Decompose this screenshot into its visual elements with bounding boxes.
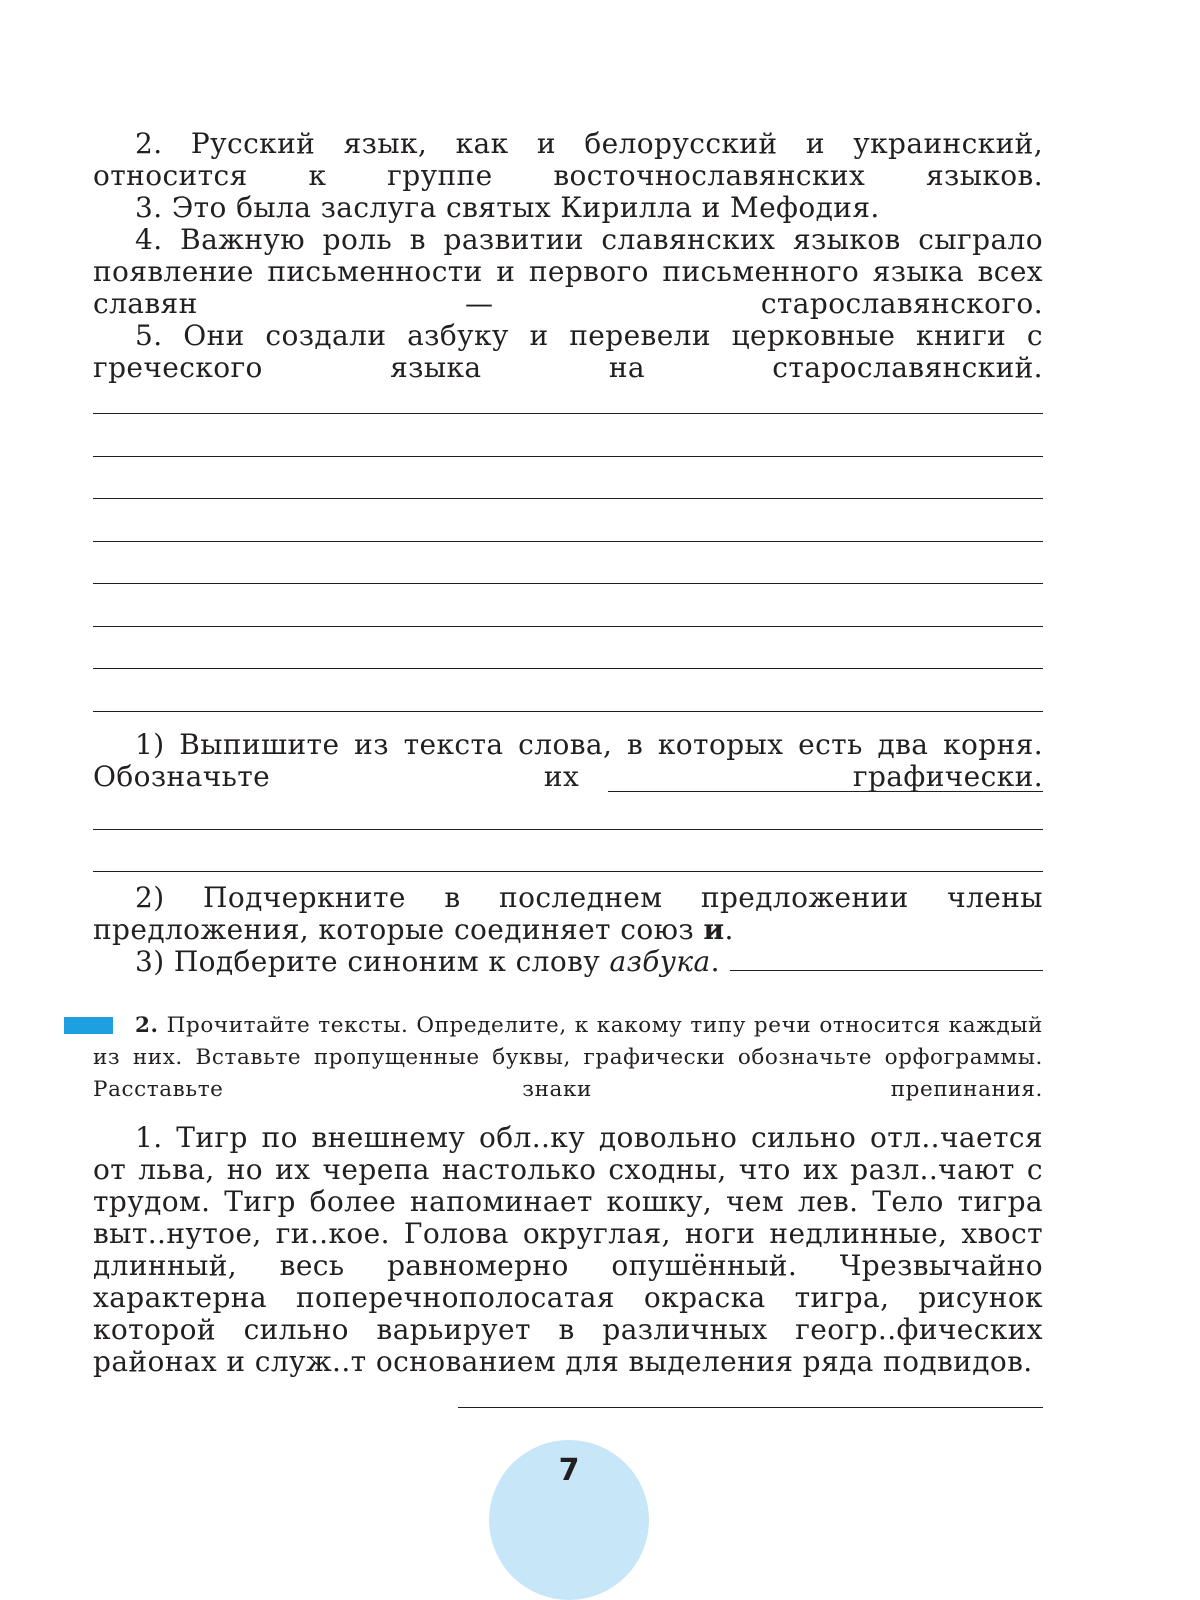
text-1-paragraph xyxy=(93,1122,1043,1378)
conjunction-i: и xyxy=(703,913,725,946)
task-2-text: Прочитайте тексты. Определите, к какому типу речи относится каждый из них. Вставьте пропущенные буквы, графически обозначьте орфограммы. Расставьте знаки препинания. xyxy=(93,1013,1043,1102)
writing-line-7[interactable] xyxy=(93,668,1043,669)
question-3-text: 3) Подберите синоним к слову xyxy=(135,945,601,978)
writing-line-3[interactable] xyxy=(93,498,1043,499)
writing-line-2[interactable] xyxy=(93,456,1043,457)
writing-line-8[interactable] xyxy=(93,711,1043,712)
answer-line-q1-3[interactable] xyxy=(93,871,1043,872)
page-number: 7 xyxy=(558,1453,580,1488)
writing-line-6[interactable] xyxy=(93,626,1043,627)
question-3-end: . xyxy=(710,945,720,978)
sentence-4: 4. Важную роль в развитии славянских языков сыграло появление письменности и первого письменного языка всех славян — старославянского. xyxy=(93,223,1043,320)
question-3 xyxy=(93,946,1043,978)
sentence-5: 5. Они создали азбуку и перевели церковные книги с греческого языка на старославянский. xyxy=(93,319,1043,384)
answer-line-q3[interactable] xyxy=(730,946,1043,971)
sentence-2: 2. Русский язык, как и белорусский и украинский, относится к группе восточнославянских языков. xyxy=(93,127,1043,192)
answer-line-q1-2[interactable] xyxy=(93,829,1043,830)
question-2-text: 2) Подчеркните в последнем предложении члены предложения, которые соединяет союз xyxy=(93,881,1043,946)
questions-2-3 xyxy=(93,882,1043,978)
writing-line-4[interactable] xyxy=(93,541,1043,542)
writing-line-1[interactable] xyxy=(93,413,1043,414)
task-2-number: 2. xyxy=(135,1013,159,1038)
text-1 xyxy=(93,1122,1043,1378)
question-2-end: . xyxy=(724,913,734,946)
question-1 xyxy=(93,729,1043,793)
text-1-body: 1. Тигр по внешнему обл..ку довольно сильно отл..чается от льва, но их черепа настолько сходны, что их разл..чают с трудом. Тигр более напоминает кошку, чем лев. Тело тигра выт..нутое, ги..кое. Голова округлая, ноги недлинные, хвост длинный, весь равномерно опушённый. Чрезвычайно характерна поперечнополосатая окраска тигра, рисунок которой сильно варьирует в различных геогр..фических районах и служ..т основанием для выделения ряда подвидов. xyxy=(93,1121,1043,1378)
question-1-text: 1) Выпишите из текста слова, в которых есть два корня. Обозначьте их графически. xyxy=(93,728,1043,793)
answer-line-text-1[interactable] xyxy=(458,1407,1043,1408)
sentences-block xyxy=(93,128,1043,384)
sentence-3: 3. Это была заслуга святых Кирилла и Мефодия. xyxy=(135,191,880,224)
answer-line-q1-inline[interactable] xyxy=(608,791,1043,792)
writing-line-5[interactable] xyxy=(93,583,1043,584)
task-2-instructions xyxy=(93,1010,1043,1106)
question-2 xyxy=(93,882,1043,946)
word-azbuka: азбука xyxy=(609,945,711,978)
task-2-paragraph xyxy=(93,1010,1043,1106)
